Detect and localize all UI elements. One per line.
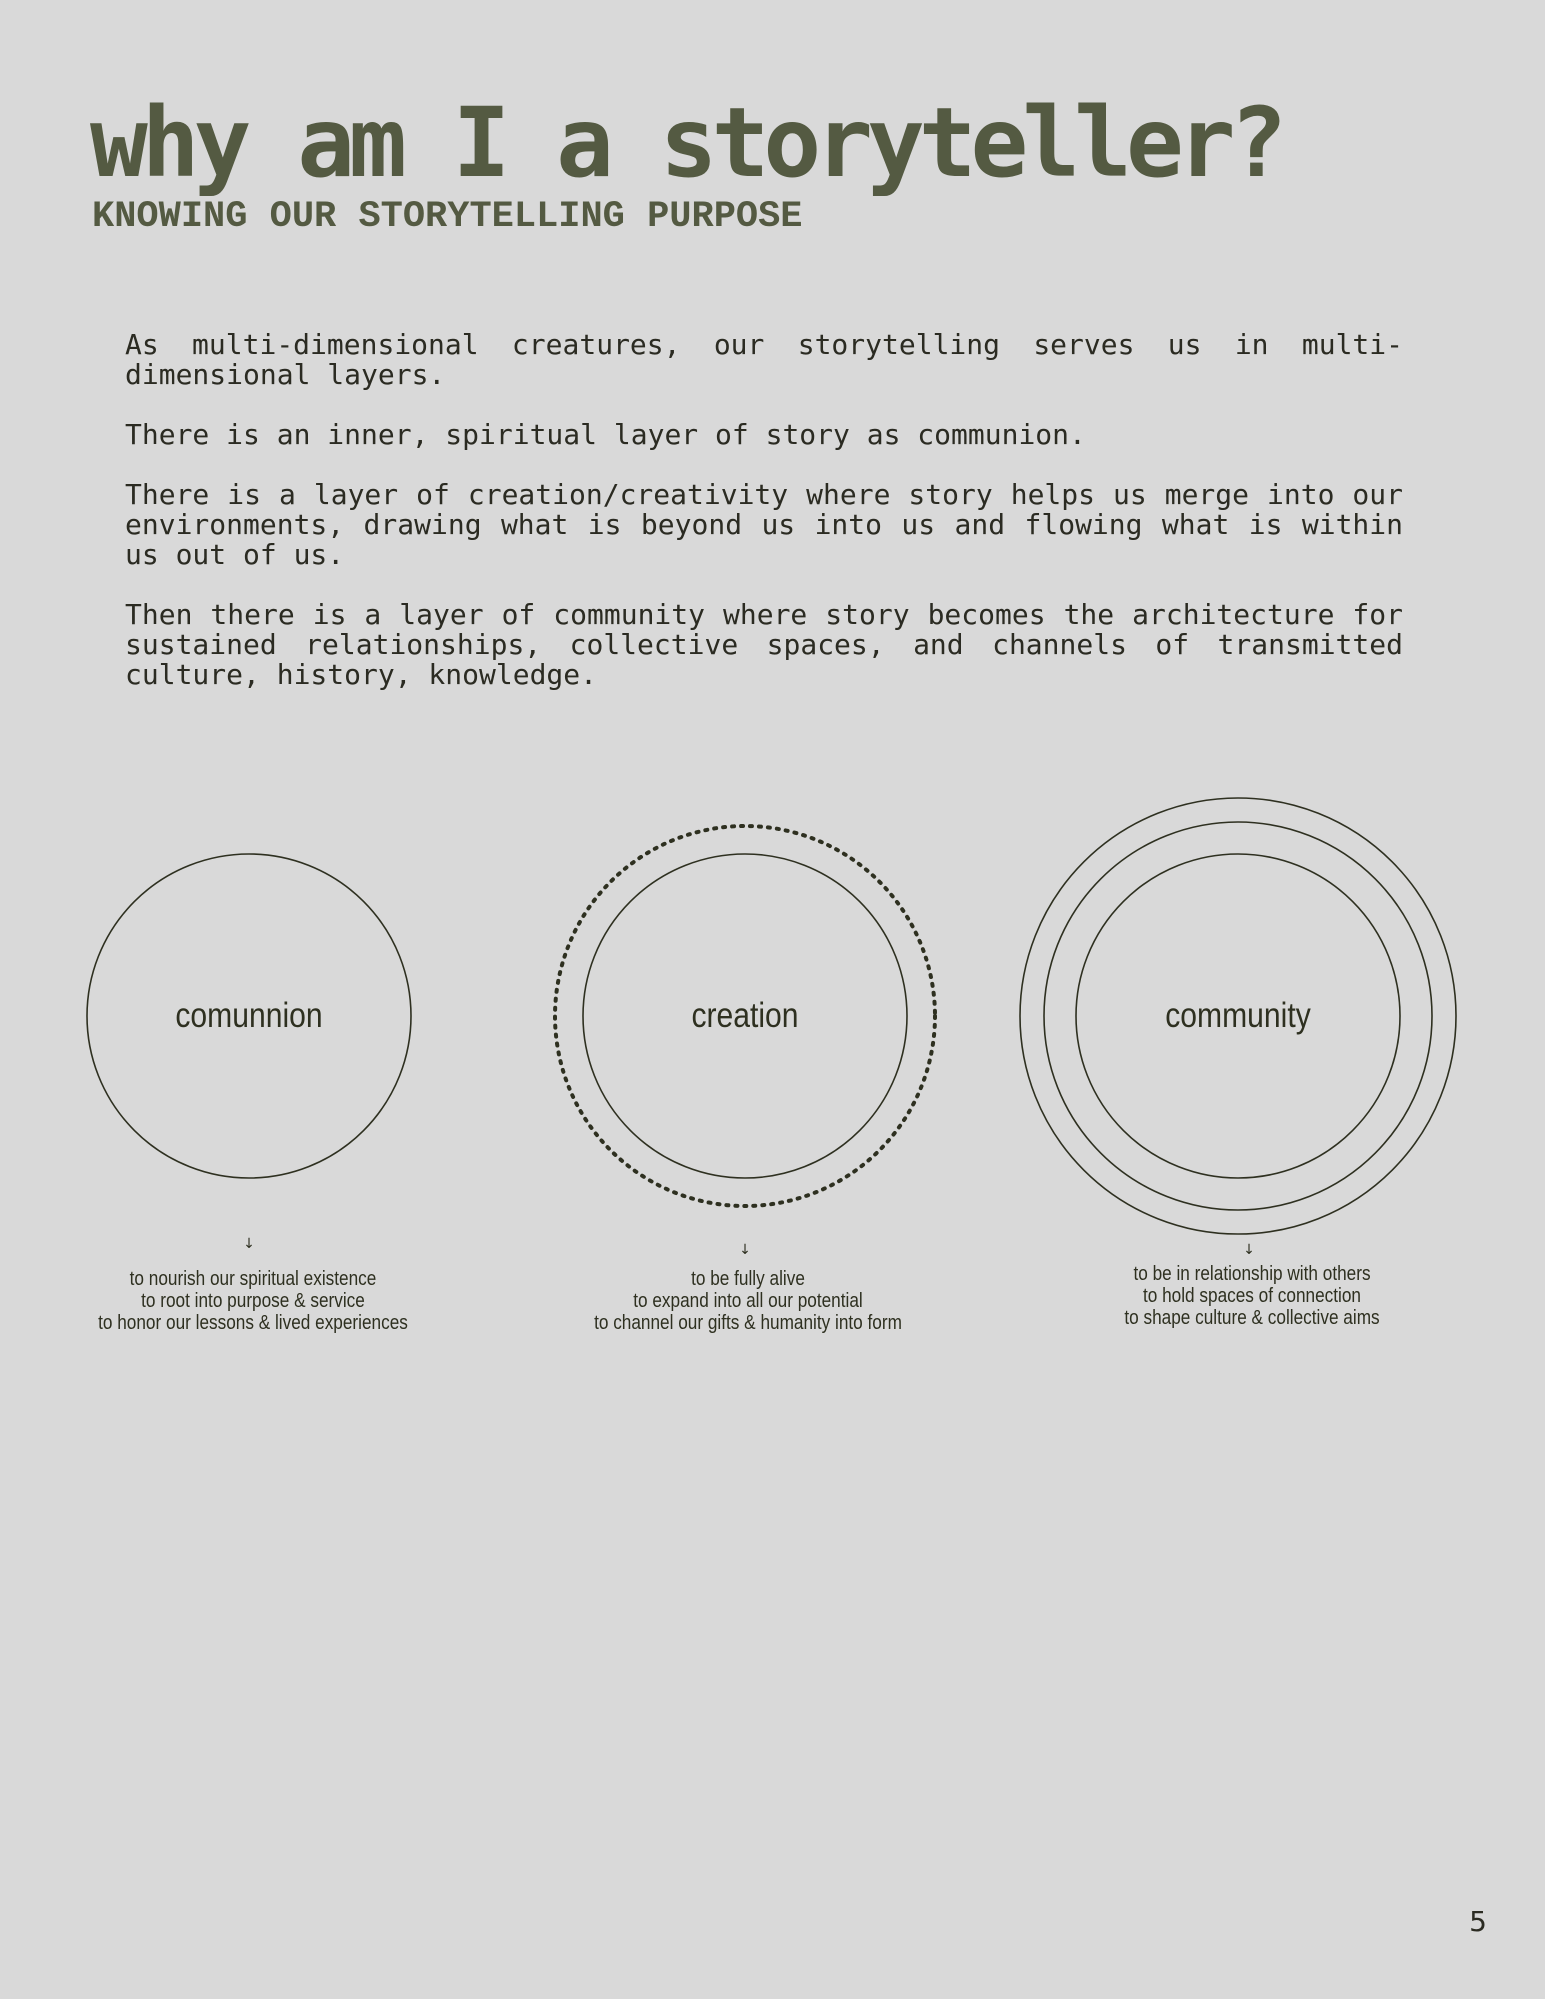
- paragraph-4: Then there is a layer of community where story becomes the architecture for sustained relationships, collective spaces, and channels of transmitted culture, history, knowledge.: [125, 598, 1403, 691]
- paragraph-2: There is an inner, spiritual layer of story as communion.: [125, 418, 1086, 451]
- comunnion-captions: [72, 1268, 433, 1334]
- paragraph-1: As multi-dimensional creatures, our storytelling serves us in multi-dimensional layers.: [125, 328, 1403, 391]
- page-title: why am I a storyteller?: [90, 87, 1282, 199]
- page-number: 5: [1469, 1905, 1487, 1938]
- creation-captions: [567, 1268, 928, 1334]
- page-subtitle: KNOWING OUR STORYTELLING PURPOSE: [92, 196, 803, 238]
- comunnion-label: comunnion: [175, 996, 323, 1035]
- caption-line: to nourish our spiritual existence: [129, 1268, 377, 1290]
- caption-line: to expand into all our potential: [633, 1290, 863, 1312]
- caption-line: to be fully alive: [691, 1268, 805, 1290]
- storytelling-layers-diagram: [0, 780, 1545, 1360]
- caption-line: to hold spaces of connection: [1142, 1285, 1362, 1307]
- arrow-down-icon: ↓: [1243, 1242, 1255, 1258]
- caption-line: to honor our lessons & lived experiences: [98, 1312, 408, 1334]
- creation-label: creation: [691, 996, 799, 1035]
- paragraph-3: There is a layer of creation/creativity where story helps us merge into our environments, drawing what is beyond us into us and flowing what is within us out of us.: [125, 478, 1403, 571]
- arrow-down-icon: ↓: [243, 1236, 255, 1252]
- arrow-down-icon: ↓: [739, 1242, 751, 1258]
- caption-line: to be in relationship with others: [1133, 1263, 1371, 1285]
- community-captions: [1071, 1263, 1432, 1329]
- caption-line: to shape culture & collective aims: [1124, 1307, 1380, 1329]
- caption-line: to root into purpose & service: [141, 1290, 365, 1312]
- intro-text: [125, 330, 1403, 720]
- caption-line: to channel our gifts & humanity into form: [594, 1312, 902, 1334]
- community-label: community: [1165, 996, 1311, 1035]
